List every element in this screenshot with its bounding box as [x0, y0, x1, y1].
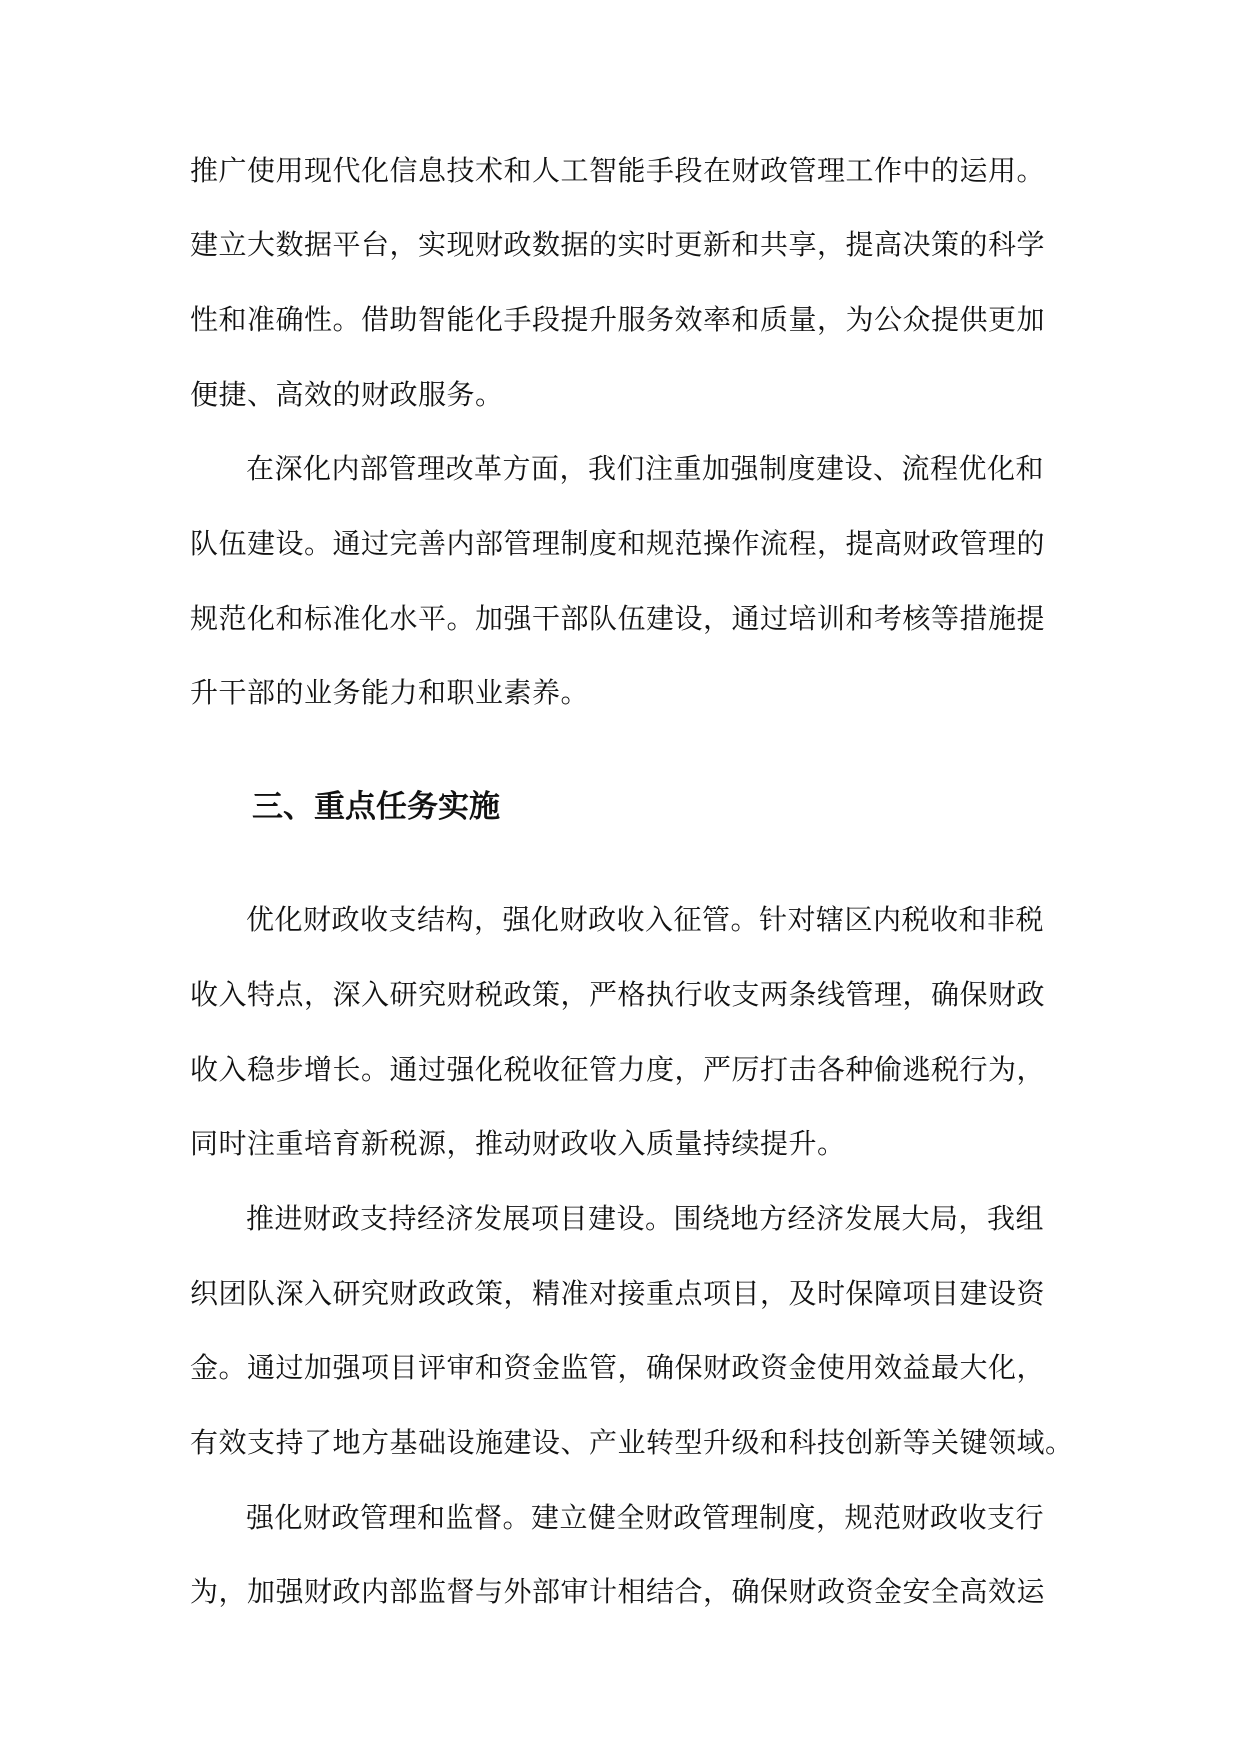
paragraph-4-line-3: 金。通过加强项目评审和资金监管，确保财政资金使用效益最大化，	[190, 1351, 1046, 1384]
paragraph-4-line-4: 有效支持了地方基础设施建设、产业转型升级和科技创新等关键领域。	[190, 1426, 1074, 1459]
paragraph-4-line-1: 推进财政支持经济发展项目建设。围绕地方经济发展大局，我组	[246, 1202, 1045, 1235]
paragraph-3-line-3: 收入稳步增长。通过强化税收征管力度，严厉打击各种偷逃税行为，	[190, 1053, 1046, 1086]
paragraph-4-line-2: 织团队深入研究财政政策，精准对接重点项目，及时保障项目建设资	[190, 1277, 1046, 1310]
paragraph-3-line-2: 收入特点，深入研究财税政策，严格执行收支两条线管理，确保财政	[190, 978, 1046, 1011]
paragraph-5-line-1: 强化财政管理和监督。建立健全财政管理制度，规范财政收支行	[246, 1501, 1045, 1534]
section-heading: 三、重点任务实施	[252, 789, 500, 825]
paragraph-1-line-1: 推广使用现代化信息技术和人工智能手段在财政管理工作中的运用。	[190, 154, 1046, 187]
paragraph-3-line-4: 同时注重培育新税源，推动财政收入质量持续提升。	[190, 1127, 846, 1160]
paragraph-5-line-2: 为，加强财政内部监督与外部审计相结合，确保财政资金安全高效运	[190, 1575, 1046, 1608]
paragraph-1-line-2: 建立大数据平台，实现财政数据的实时更新和共享，提高决策的科学	[190, 228, 1046, 261]
paragraph-3-line-1: 优化财政收支结构，强化财政收入征管。针对辖区内税收和非税	[246, 903, 1045, 936]
paragraph-2-line-3: 规范化和标准化水平。加强干部队伍建设，通过培训和考核等措施提	[190, 602, 1046, 635]
paragraph-1-line-4: 便捷、高效的财政服务。	[190, 378, 504, 411]
paragraph-2-line-4: 升干部的业务能力和职业素养。	[190, 676, 590, 709]
paragraph-2-line-1: 在深化内部管理改革方面，我们注重加强制度建设、流程优化和	[246, 452, 1045, 485]
paragraph-1-line-3: 性和准确性。借助智能化手段提升服务效率和质量，为公众提供更加	[190, 303, 1046, 336]
paragraph-2-line-2: 队伍建设。通过完善内部管理制度和规范操作流程，提高财政管理的	[190, 527, 1046, 560]
